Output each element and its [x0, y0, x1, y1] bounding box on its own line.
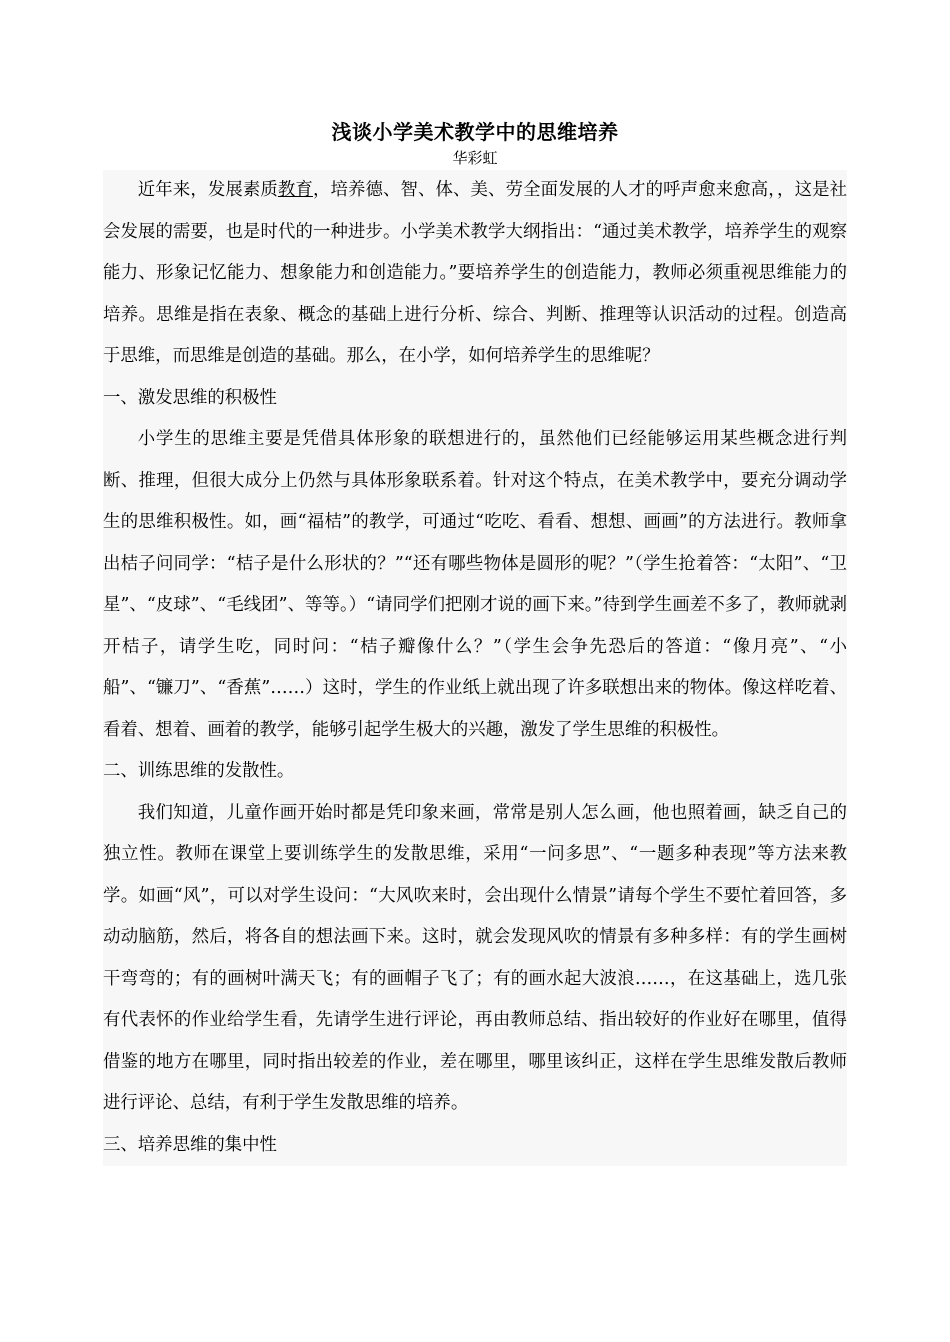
section-heading-2: 二、训练思维的发散性。 — [103, 761, 295, 781]
intro-paragraph — [103, 170, 847, 378]
document-body — [103, 170, 847, 1166]
section-heading-3: 三、培养思维的集中性 — [103, 1134, 277, 1155]
section-heading-1: 一、激发思维的积极性 — [103, 387, 277, 408]
section-paragraph-2: 我们知道，儿童作画开始时都是凭印象来画，常常是别人怎么画，他也照着画，缺乏自己的独立性。教师在课堂上要训练学生的发散思维，采用“一问多思”、“一题多种表现”等方法来教学。如画“风”，可以对学生设问：“大风吹来时，会出现什么情景”请每个学生不要忙着回答，多动动脑筋，然后，将各自的想法画下来。这时，就会发现风吹的情景有多种多样：有的学生画树干弯弯的；有的画树叶满天飞；有的画帽子飞了；有的画水起大波浪……，在这基础上，选几张有代表怀的作业给学生看，先请学生进行评论，再由教师总结、指出较好的作业好在哪里，值得借鉴的地方在哪里，同时指出较差的作业，差在哪里，哪里该纠正，这样在学生思维发散后教师进行评论、总结，有利于学生发散思维的培养。 — [103, 802, 847, 1113]
document-title: 浅谈小学美术教学中的思维培养 — [331, 120, 619, 144]
intro-text-start: 近年来，发展素质 — [137, 180, 278, 200]
education-link[interactable]: 教育 — [277, 180, 313, 200]
document-author: 华彩虹 — [452, 149, 498, 167]
section-paragraph-1: 小学生的思维主要是凭借具体形象的联想进行的，虽然他们已经能够运用某些概念进行判断、推理，但很大成分上仍然与具体形象联系着。针对这个特点，在美术教学中，要充分调动学生的思维积极性。如，画“福桔”的教学，可通过“吃吃、看看、想想、画画”的方法进行。教师拿出桔子问同学：“桔子是什么形状的？”“还有哪些物体是圆形的呢？”（学生抢着答：“太阳”、“卫星”、“皮球”、“毛线团”、等等。）“请同学们把刚才说的画下来。”待到学生画差不多了，教师就剥开桔子，请学生吃，同时问：“桔子瓣像什么？”（学生会争先恐后的答道：“像月亮”、“小船”、“镰刀”、“香蕉”……）这时，学生的作业纸上就出现了许多联想出来的物体。像这样吃着、看着、想着、画着的教学，能够引起学生极大的兴趣，激发了学生思维的积极性。 — [103, 429, 847, 740]
intro-text-rest: ，培养德、智、体、美、劳全面发展的人才的呼声愈来愈高，，这是社会发展的需要，也是时代的一种进步。小学美术教学大纲指出：“通过美术教学，培养学生的观察能力、形象记忆能力、想象能力和创造能力。”要培养学生的创造能力，教师必须重视思维能力的培养。思维是指在表象、概念的基础上进行分析、综合、判断、推理等认识活动的过程。创造高于思维，而思维是创造的基础。那么，在小学，如何培养学生的思维呢？ — [103, 180, 847, 366]
